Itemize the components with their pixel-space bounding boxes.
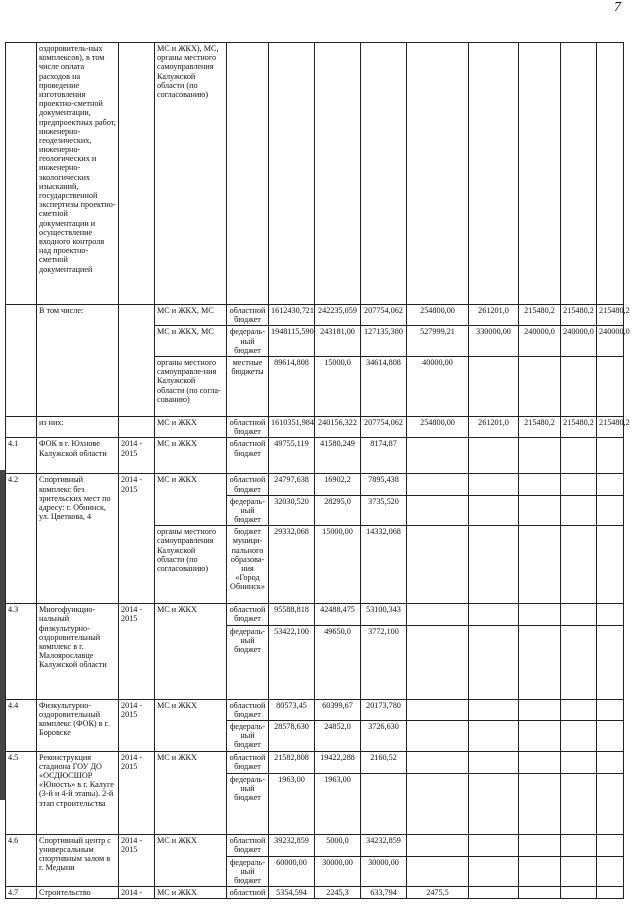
value-cell (519, 699, 561, 720)
value-cell: 28295,0 (315, 495, 361, 526)
source-cell: федераль-ный бюджет (227, 856, 269, 887)
value-cell: 39232,859 (269, 834, 315, 856)
value-cell: 1963,00 (315, 773, 361, 834)
value-cell: 3735,520 (361, 495, 407, 526)
item-name: Спортивный комплекс без зрительских мест по адресу: г. Обнинск, ул. Цветкова, 4 (37, 474, 119, 604)
value-cell (561, 438, 597, 474)
value-cell (561, 751, 597, 773)
table-row (6, 887, 624, 899)
value-cell: 215480,2 (561, 416, 597, 437)
executor-cell: МС и ЖКХ (155, 604, 227, 699)
value-cell: 127135,380 (361, 326, 407, 357)
value-cell: 3772,100 (361, 625, 407, 699)
item-name: ФОК в г. Юхнове Калужской области (37, 438, 119, 474)
value-cell: 32030,520 (269, 495, 315, 526)
item-number: 4.3 (6, 604, 37, 699)
value-cell (597, 773, 624, 834)
item-name: Спортивный центр с универсальным спортивным залом в г. Медыни (37, 834, 119, 887)
value-cell (519, 438, 561, 474)
value-cell (407, 526, 469, 604)
value-cell (561, 625, 597, 699)
value-cell: 41580,249 (315, 438, 361, 474)
value-cell: 633,794 (361, 887, 407, 899)
value-cell: 527999,21 (407, 326, 469, 357)
value-cell: 215480,2 (519, 416, 561, 437)
value-cell: 207754,062 (361, 416, 407, 437)
executor-cell: МС и ЖКХ, МС (155, 326, 227, 357)
value-cell (561, 495, 597, 526)
executor-cell: МС и ЖКХ, МС (155, 305, 227, 326)
value-cell: 53422,100 (269, 625, 315, 699)
item-number: 4.4 (6, 699, 37, 751)
value-cell: 80573,45 (269, 699, 315, 720)
value-cell (469, 438, 519, 474)
table-row (6, 43, 624, 305)
table-row (6, 305, 624, 326)
value-cell (469, 887, 519, 899)
item-period: 2014 - 2015 (119, 604, 155, 699)
value-cell: 5000,0 (315, 834, 361, 856)
value-cell (469, 356, 519, 416)
item-period: 2014 - 2015 (119, 699, 155, 751)
source-cell: областной бюджет (227, 604, 269, 625)
value-cell (597, 526, 624, 604)
source-cell: федераль-ный бюджет (227, 721, 269, 752)
item-number: 4.5 (6, 751, 37, 834)
value-cell: 243181,00 (315, 326, 361, 357)
value-cell (561, 526, 597, 604)
value-cell: 254800,00 (407, 416, 469, 437)
source-cell: федераль-ный бюджет (227, 495, 269, 526)
executor-cell: органы местного самоуправле-ния Калужской области (по согла-сованию) (155, 356, 227, 416)
source-cell: бюджет муници-пального образова-ния «Город Обнинск» (227, 526, 269, 604)
item-name: Физкультурно-оздоровительный комплекс (ФОК) в г. Боровске (37, 699, 119, 751)
value-cell: 2475,5 (407, 887, 469, 899)
executor-cell: МС и ЖКХ (155, 887, 227, 899)
value-cell: 215480,2 (561, 305, 597, 326)
program-table (5, 42, 630, 899)
item-period: 2014 - 2015 (119, 834, 155, 887)
value-cell (407, 773, 469, 834)
value-cell: 34614,808 (361, 356, 407, 416)
value-cell (519, 495, 561, 526)
value-cell: 240000,0 (519, 326, 561, 357)
executor-cell: МС и ЖКХ (155, 438, 227, 474)
value-cell: 19422,288 (315, 751, 361, 773)
item-period: 2014 - 2015 (119, 438, 155, 474)
value-cell: 14332,068 (361, 526, 407, 604)
value-cell: 60399,67 (315, 699, 361, 720)
value-cell (469, 751, 519, 773)
value-cell: 30000,00 (361, 856, 407, 887)
item-number: 4.7 (6, 887, 37, 899)
value-cell: 15000,0 (315, 356, 361, 416)
page-number: 7 (614, 0, 621, 15)
value-cell: 53100,343 (361, 604, 407, 625)
source-cell: областной бюджет (227, 834, 269, 856)
value-cell (469, 699, 519, 720)
in-total-label: В том числе: (37, 305, 119, 417)
table-row (6, 474, 624, 495)
value-cell: 28578,630 (269, 721, 315, 752)
value-cell (519, 625, 561, 699)
value-cell: 242235,059 (315, 305, 361, 326)
value-cell: 240156,322 (315, 416, 361, 437)
value-cell: 2160,52 (361, 751, 407, 773)
value-cell (407, 834, 469, 856)
value-cell: 240000,0 (561, 326, 597, 357)
value-cell (597, 751, 624, 773)
value-cell (469, 495, 519, 526)
value-cell (469, 856, 519, 887)
value-cell: 8174,87 (361, 438, 407, 474)
value-cell: 34232,859 (361, 834, 407, 856)
value-cell (407, 699, 469, 720)
value-cell (561, 773, 597, 834)
value-cell (597, 834, 624, 856)
table-row (6, 751, 624, 773)
value-cell (519, 887, 561, 899)
value-cell: 240000,0 (597, 326, 624, 357)
value-cell (407, 495, 469, 526)
value-cell: 1963,00 (269, 773, 315, 834)
table-row (6, 699, 624, 720)
executor-cell: МС и ЖКХ), МС, органы местного самоуправления Калужской области (по согласованию) (155, 43, 227, 305)
source-cell: областной бюджет (227, 474, 269, 495)
value-cell: 254800,00 (407, 305, 469, 326)
value-cell: 21582,808 (269, 751, 315, 773)
value-cell: 7895,438 (361, 474, 407, 495)
value-cell (597, 356, 624, 416)
value-cell (519, 751, 561, 773)
executor-cell: МС и ЖКХ (155, 416, 227, 437)
value-cell (519, 856, 561, 887)
value-cell (597, 699, 624, 720)
binding-mark (0, 470, 5, 800)
value-cell (469, 773, 519, 834)
value-cell (519, 721, 561, 752)
value-cell (561, 856, 597, 887)
value-cell (597, 721, 624, 752)
source-cell: федераль-ный бюджет (227, 326, 269, 357)
value-cell: 42488,475 (315, 604, 361, 625)
item-name: оздоровитель-ных комплексов), в том числе оплата расходов на проведение изготовления проектно-сметной документации, предпроектных работ, инженерно-геодезических, инженерно-геологических и инженерно-экологических изысканий, государственной экспертизы проектно-сметной документации и осуществление входного контроля над проектно-сметной документацией (37, 43, 119, 305)
value-cell (597, 438, 624, 474)
executor-cell: МС и ЖКХ (155, 751, 227, 834)
value-cell: 60000,00 (269, 856, 315, 887)
value-cell (469, 834, 519, 856)
value-cell (469, 721, 519, 752)
executor-cell: МС и ЖКХ (155, 474, 227, 526)
value-cell (469, 625, 519, 699)
value-cell (561, 887, 597, 899)
table-row (6, 834, 624, 856)
value-cell (519, 474, 561, 495)
value-cell (519, 526, 561, 604)
value-cell (597, 474, 624, 495)
value-cell: 30000,00 (315, 856, 361, 887)
value-cell (407, 721, 469, 752)
source-cell: федераль-ный бюджет (227, 773, 269, 834)
value-cell: 24852,0 (315, 721, 361, 752)
table-row (6, 416, 624, 437)
value-cell (561, 356, 597, 416)
executor-cell: органы местного самоуправления Калужской области (по согласованию) (155, 526, 227, 604)
value-cell (561, 699, 597, 720)
value-cell (561, 834, 597, 856)
value-cell: 16902,2 (315, 474, 361, 495)
value-cell: 20173,780 (361, 699, 407, 720)
item-name: Реконструкция стадиона ГОУ ДО «ОСДЮСШОР «Юность» в г. Калуге (3-й и 4-й этапы). 2-й этап строительства (37, 751, 119, 834)
value-cell (519, 834, 561, 856)
value-cell (407, 751, 469, 773)
item-period: 2014 - 2015 (119, 474, 155, 604)
table-body (6, 43, 630, 899)
value-cell (407, 604, 469, 625)
value-cell: 24797,638 (269, 474, 315, 495)
table-row (6, 438, 624, 474)
value-cell: 3726,630 (361, 721, 407, 752)
value-cell (597, 604, 624, 625)
value-cell (561, 474, 597, 495)
value-cell: 49755,119 (269, 438, 315, 474)
value-cell: 49650,0 (315, 625, 361, 699)
value-cell (469, 604, 519, 625)
item-number: 4.2 (6, 474, 37, 604)
value-cell (519, 356, 561, 416)
value-cell (469, 526, 519, 604)
source-cell: областной бюджет (227, 416, 269, 437)
value-cell (407, 856, 469, 887)
item-name: Многофункцио-нальный физкультурно-оздоровительный комплекс в г. Малоярославце Калужской области (37, 604, 119, 699)
table-row (6, 604, 624, 625)
source-cell: областной бюджет (227, 751, 269, 773)
source-cell: местные бюджеты (227, 356, 269, 416)
source-cell: областной бюджет (227, 438, 269, 474)
source-cell: областной бюджет (227, 699, 269, 720)
executor-cell: МС и ЖКХ (155, 834, 227, 887)
source-cell: областной (227, 887, 269, 899)
item-period: 2014 - 2015 (119, 751, 155, 834)
item-name: Строительство (37, 887, 119, 899)
value-cell: 89614,808 (269, 356, 315, 416)
value-cell (519, 773, 561, 834)
value-cell (407, 474, 469, 495)
item-number: 4.6 (6, 834, 37, 887)
value-cell (361, 773, 407, 834)
value-cell: 1612430,721 (269, 305, 315, 326)
of-them-label: из них: (37, 416, 119, 437)
value-cell: 261201,0 (469, 416, 519, 437)
value-cell: 1610351,984 (269, 416, 315, 437)
value-cell: 2245,3 (315, 887, 361, 899)
item-period: 2014 - (119, 887, 155, 899)
value-cell: 15000,00 (315, 526, 361, 604)
value-cell (597, 625, 624, 699)
item-number: 4.1 (6, 438, 37, 474)
value-cell: 40000,00 (407, 356, 469, 416)
value-cell: 29332,068 (269, 526, 315, 604)
value-cell: 330000,00 (469, 326, 519, 357)
value-cell (597, 856, 624, 887)
value-cell (561, 721, 597, 752)
value-cell: 207754,062 (361, 305, 407, 326)
value-cell (407, 625, 469, 699)
value-cell: 261201,0 (469, 305, 519, 326)
source-cell: областной бюджет (227, 305, 269, 326)
value-cell: 5354,594 (269, 887, 315, 899)
value-cell: 215480,2 (519, 305, 561, 326)
value-cell: 215480,2 (597, 305, 624, 326)
executor-cell: МС и ЖКХ (155, 699, 227, 751)
value-cell (407, 438, 469, 474)
value-cell (561, 604, 597, 625)
value-cell (597, 495, 624, 526)
value-cell: 215480,2 (597, 416, 624, 437)
value-cell (597, 887, 624, 899)
value-cell: 95588,818 (269, 604, 315, 625)
value-cell: 1948115,590 (269, 326, 315, 357)
value-cell (519, 604, 561, 625)
value-cell (469, 474, 519, 495)
source-cell: федераль-ный бюджет (227, 625, 269, 699)
